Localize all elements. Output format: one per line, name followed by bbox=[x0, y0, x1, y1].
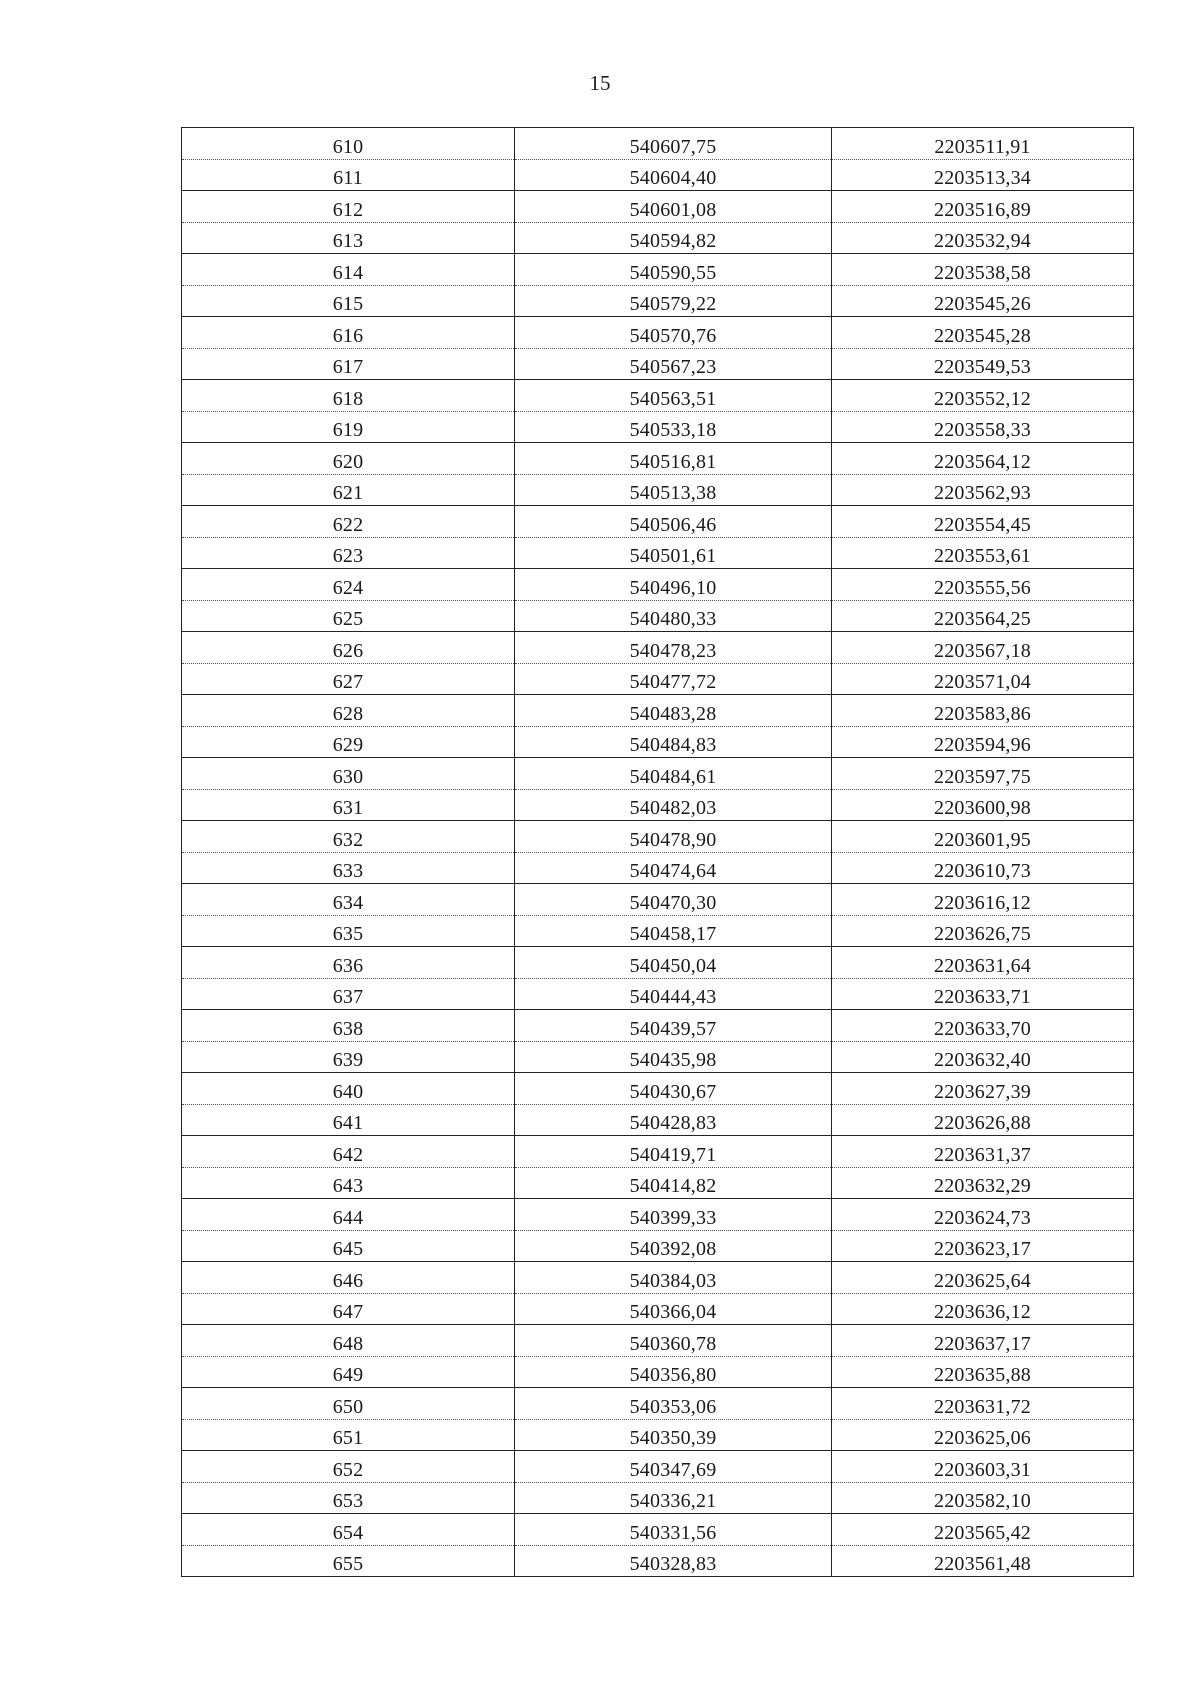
table-row bbox=[182, 128, 1134, 160]
table-row bbox=[182, 348, 1134, 380]
y-coordinate-cell: 2203626,88 bbox=[832, 1104, 1134, 1136]
x-coordinate-cell: 540458,17 bbox=[515, 915, 832, 947]
y-coordinate-cell: 2203571,04 bbox=[832, 663, 1134, 695]
x-coordinate-cell: 540366,04 bbox=[515, 1293, 832, 1325]
point-number-cell: 629 bbox=[182, 726, 515, 758]
point-number-cell: 634 bbox=[182, 884, 515, 916]
table-row bbox=[182, 474, 1134, 506]
table-row bbox=[182, 1356, 1134, 1388]
x-coordinate-cell: 540482,03 bbox=[515, 789, 832, 821]
x-coordinate-cell: 540570,76 bbox=[515, 317, 832, 349]
x-coordinate-cell: 540513,38 bbox=[515, 474, 832, 506]
point-number-cell: 616 bbox=[182, 317, 515, 349]
x-coordinate-cell: 540563,51 bbox=[515, 380, 832, 412]
y-coordinate-cell: 2203545,28 bbox=[832, 317, 1134, 349]
y-coordinate-cell: 2203631,64 bbox=[832, 947, 1134, 979]
table-row bbox=[182, 1199, 1134, 1231]
table-row bbox=[182, 632, 1134, 664]
y-coordinate-cell: 2203625,06 bbox=[832, 1419, 1134, 1451]
x-coordinate-cell: 540478,90 bbox=[515, 821, 832, 853]
point-number-cell: 643 bbox=[182, 1167, 515, 1199]
table-row bbox=[182, 1041, 1134, 1073]
x-coordinate-cell: 540399,33 bbox=[515, 1199, 832, 1231]
table-row bbox=[182, 537, 1134, 569]
table-row bbox=[182, 1136, 1134, 1168]
point-number-cell: 611 bbox=[182, 159, 515, 191]
y-coordinate-cell: 2203625,64 bbox=[832, 1262, 1134, 1294]
table-row bbox=[182, 1262, 1134, 1294]
point-number-cell: 619 bbox=[182, 411, 515, 443]
x-coordinate-cell: 540331,56 bbox=[515, 1514, 832, 1546]
y-coordinate-cell: 2203513,34 bbox=[832, 159, 1134, 191]
table-row bbox=[182, 159, 1134, 191]
point-number-cell: 647 bbox=[182, 1293, 515, 1325]
y-coordinate-cell: 2203637,17 bbox=[832, 1325, 1134, 1357]
point-number-cell: 636 bbox=[182, 947, 515, 979]
table-row bbox=[182, 1104, 1134, 1136]
x-coordinate-cell: 540516,81 bbox=[515, 443, 832, 475]
y-coordinate-cell: 2203562,93 bbox=[832, 474, 1134, 506]
point-number-cell: 642 bbox=[182, 1136, 515, 1168]
x-coordinate-cell: 540428,83 bbox=[515, 1104, 832, 1136]
table-row bbox=[182, 254, 1134, 286]
x-coordinate-cell: 540478,23 bbox=[515, 632, 832, 664]
x-coordinate-cell: 540350,39 bbox=[515, 1419, 832, 1451]
table-row bbox=[182, 1419, 1134, 1451]
y-coordinate-cell: 2203582,10 bbox=[832, 1482, 1134, 1514]
x-coordinate-cell: 540336,21 bbox=[515, 1482, 832, 1514]
table-row bbox=[182, 569, 1134, 601]
table-row bbox=[182, 1451, 1134, 1483]
point-number-cell: 644 bbox=[182, 1199, 515, 1231]
y-coordinate-cell: 2203610,73 bbox=[832, 852, 1134, 884]
y-coordinate-cell: 2203600,98 bbox=[832, 789, 1134, 821]
y-coordinate-cell: 2203632,29 bbox=[832, 1167, 1134, 1199]
x-coordinate-cell: 540477,72 bbox=[515, 663, 832, 695]
table-row bbox=[182, 600, 1134, 632]
point-number-cell: 620 bbox=[182, 443, 515, 475]
x-coordinate-cell: 540435,98 bbox=[515, 1041, 832, 1073]
table-row bbox=[182, 947, 1134, 979]
point-number-cell: 623 bbox=[182, 537, 515, 569]
y-coordinate-cell: 2203624,73 bbox=[832, 1199, 1134, 1231]
y-coordinate-cell: 2203555,56 bbox=[832, 569, 1134, 601]
table-row bbox=[182, 695, 1134, 727]
point-number-cell: 631 bbox=[182, 789, 515, 821]
x-coordinate-cell: 540501,61 bbox=[515, 537, 832, 569]
y-coordinate-cell: 2203564,12 bbox=[832, 443, 1134, 475]
point-number-cell: 645 bbox=[182, 1230, 515, 1262]
y-coordinate-cell: 2203554,45 bbox=[832, 506, 1134, 538]
point-number-cell: 610 bbox=[182, 128, 515, 160]
point-number-cell: 614 bbox=[182, 254, 515, 286]
point-number-cell: 653 bbox=[182, 1482, 515, 1514]
table-row bbox=[182, 380, 1134, 412]
point-number-cell: 622 bbox=[182, 506, 515, 538]
y-coordinate-cell: 2203631,72 bbox=[832, 1388, 1134, 1420]
x-coordinate-cell: 540484,61 bbox=[515, 758, 832, 790]
x-coordinate-cell: 540607,75 bbox=[515, 128, 832, 160]
table-row bbox=[182, 1230, 1134, 1262]
point-number-cell: 625 bbox=[182, 600, 515, 632]
y-coordinate-cell: 2203603,31 bbox=[832, 1451, 1134, 1483]
y-coordinate-cell: 2203623,17 bbox=[832, 1230, 1134, 1262]
x-coordinate-cell: 540579,22 bbox=[515, 285, 832, 317]
table-row bbox=[182, 1545, 1134, 1577]
x-coordinate-cell: 540414,82 bbox=[515, 1167, 832, 1199]
table-row bbox=[182, 821, 1134, 853]
point-number-cell: 641 bbox=[182, 1104, 515, 1136]
table-row bbox=[182, 317, 1134, 349]
y-coordinate-cell: 2203567,18 bbox=[832, 632, 1134, 664]
table-row bbox=[182, 1514, 1134, 1546]
y-coordinate-cell: 2203631,37 bbox=[832, 1136, 1134, 1168]
point-number-cell: 649 bbox=[182, 1356, 515, 1388]
x-coordinate-cell: 540353,06 bbox=[515, 1388, 832, 1420]
table-row bbox=[182, 1010, 1134, 1042]
x-coordinate-cell: 540384,03 bbox=[515, 1262, 832, 1294]
table-row bbox=[182, 1167, 1134, 1199]
table-row bbox=[182, 443, 1134, 475]
x-coordinate-cell: 540480,33 bbox=[515, 600, 832, 632]
point-number-cell: 639 bbox=[182, 1041, 515, 1073]
point-number-cell: 613 bbox=[182, 222, 515, 254]
y-coordinate-cell: 2203636,12 bbox=[832, 1293, 1134, 1325]
x-coordinate-cell: 540496,10 bbox=[515, 569, 832, 601]
point-number-cell: 626 bbox=[182, 632, 515, 664]
y-coordinate-cell: 2203564,25 bbox=[832, 600, 1134, 632]
y-coordinate-cell: 2203601,95 bbox=[832, 821, 1134, 853]
y-coordinate-cell: 2203553,61 bbox=[832, 537, 1134, 569]
table-row bbox=[182, 1388, 1134, 1420]
x-coordinate-cell: 540392,08 bbox=[515, 1230, 832, 1262]
point-number-cell: 624 bbox=[182, 569, 515, 601]
point-number-cell: 646 bbox=[182, 1262, 515, 1294]
table-row bbox=[182, 1325, 1134, 1357]
table-row bbox=[182, 978, 1134, 1010]
x-coordinate-cell: 540356,80 bbox=[515, 1356, 832, 1388]
y-coordinate-cell: 2203635,88 bbox=[832, 1356, 1134, 1388]
y-coordinate-cell: 2203594,96 bbox=[832, 726, 1134, 758]
point-number-cell: 612 bbox=[182, 191, 515, 223]
point-number-cell: 640 bbox=[182, 1073, 515, 1105]
point-number-cell: 621 bbox=[182, 474, 515, 506]
x-coordinate-cell: 540533,18 bbox=[515, 411, 832, 443]
point-number-cell: 638 bbox=[182, 1010, 515, 1042]
y-coordinate-cell: 2203627,39 bbox=[832, 1073, 1134, 1105]
x-coordinate-cell: 540347,69 bbox=[515, 1451, 832, 1483]
table-row bbox=[182, 663, 1134, 695]
table-row bbox=[182, 884, 1134, 916]
table-row bbox=[182, 191, 1134, 223]
point-number-cell: 617 bbox=[182, 348, 515, 380]
x-coordinate-cell: 540483,28 bbox=[515, 695, 832, 727]
y-coordinate-cell: 2203558,33 bbox=[832, 411, 1134, 443]
x-coordinate-cell: 540360,78 bbox=[515, 1325, 832, 1357]
point-number-cell: 650 bbox=[182, 1388, 515, 1420]
y-coordinate-cell: 2203565,42 bbox=[832, 1514, 1134, 1546]
point-number-cell: 637 bbox=[182, 978, 515, 1010]
table-row bbox=[182, 726, 1134, 758]
point-number-cell: 628 bbox=[182, 695, 515, 727]
x-coordinate-cell: 540430,67 bbox=[515, 1073, 832, 1105]
y-coordinate-cell: 2203616,12 bbox=[832, 884, 1134, 916]
point-number-cell: 633 bbox=[182, 852, 515, 884]
point-number-cell: 654 bbox=[182, 1514, 515, 1546]
x-coordinate-cell: 540604,40 bbox=[515, 159, 832, 191]
x-coordinate-cell: 540474,64 bbox=[515, 852, 832, 884]
x-coordinate-cell: 540484,83 bbox=[515, 726, 832, 758]
table-row bbox=[182, 1482, 1134, 1514]
point-number-cell: 627 bbox=[182, 663, 515, 695]
point-number-cell: 648 bbox=[182, 1325, 515, 1357]
x-coordinate-cell: 540328,83 bbox=[515, 1545, 832, 1577]
table-row bbox=[182, 789, 1134, 821]
table-row bbox=[182, 285, 1134, 317]
point-number-cell: 655 bbox=[182, 1545, 515, 1577]
coordinates-table-body bbox=[182, 128, 1134, 1577]
point-number-cell: 652 bbox=[182, 1451, 515, 1483]
table-row bbox=[182, 915, 1134, 947]
y-coordinate-cell: 2203633,70 bbox=[832, 1010, 1134, 1042]
y-coordinate-cell: 2203545,26 bbox=[832, 285, 1134, 317]
y-coordinate-cell: 2203511,91 bbox=[832, 128, 1134, 160]
page-number: 15 bbox=[589, 71, 611, 95]
y-coordinate-cell: 2203516,89 bbox=[832, 191, 1134, 223]
coordinates-table bbox=[181, 127, 1134, 1577]
x-coordinate-cell: 540594,82 bbox=[515, 222, 832, 254]
table-row bbox=[182, 1293, 1134, 1325]
table-row bbox=[182, 506, 1134, 538]
x-coordinate-cell: 540506,46 bbox=[515, 506, 832, 538]
table-row bbox=[182, 1073, 1134, 1105]
point-number-cell: 630 bbox=[182, 758, 515, 790]
point-number-cell: 615 bbox=[182, 285, 515, 317]
y-coordinate-cell: 2203597,75 bbox=[832, 758, 1134, 790]
x-coordinate-cell: 540439,57 bbox=[515, 1010, 832, 1042]
x-coordinate-cell: 540601,08 bbox=[515, 191, 832, 223]
x-coordinate-cell: 540470,30 bbox=[515, 884, 832, 916]
x-coordinate-cell: 540567,23 bbox=[515, 348, 832, 380]
table-row bbox=[182, 222, 1134, 254]
point-number-cell: 651 bbox=[182, 1419, 515, 1451]
y-coordinate-cell: 2203633,71 bbox=[832, 978, 1134, 1010]
y-coordinate-cell: 2203532,94 bbox=[832, 222, 1134, 254]
y-coordinate-cell: 2203632,40 bbox=[832, 1041, 1134, 1073]
y-coordinate-cell: 2203552,12 bbox=[832, 380, 1134, 412]
y-coordinate-cell: 2203626,75 bbox=[832, 915, 1134, 947]
y-coordinate-cell: 2203583,86 bbox=[832, 695, 1134, 727]
point-number-cell: 632 bbox=[182, 821, 515, 853]
x-coordinate-cell: 540419,71 bbox=[515, 1136, 832, 1168]
point-number-cell: 618 bbox=[182, 380, 515, 412]
x-coordinate-cell: 540590,55 bbox=[515, 254, 832, 286]
point-number-cell: 635 bbox=[182, 915, 515, 947]
y-coordinate-cell: 2203549,53 bbox=[832, 348, 1134, 380]
x-coordinate-cell: 540444,43 bbox=[515, 978, 832, 1010]
table-row bbox=[182, 852, 1134, 884]
table-row bbox=[182, 411, 1134, 443]
table-row bbox=[182, 758, 1134, 790]
y-coordinate-cell: 2203561,48 bbox=[832, 1545, 1134, 1577]
y-coordinate-cell: 2203538,58 bbox=[832, 254, 1134, 286]
x-coordinate-cell: 540450,04 bbox=[515, 947, 832, 979]
